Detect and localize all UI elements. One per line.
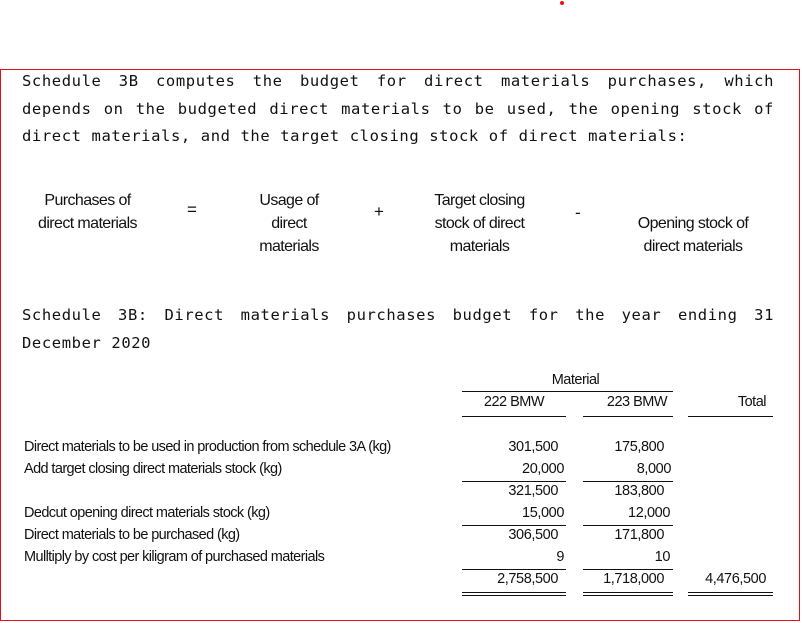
equation-equals: =: [187, 200, 197, 219]
cell-223-bmw: 10: [654, 549, 670, 565]
row-label: Dedcut opening direct materials stock (kg): [24, 505, 270, 521]
header-underline-3: [688, 416, 773, 417]
equation-usage: Usage of direct materials: [259, 192, 319, 255]
total-rule-1: [462, 569, 566, 570]
double-rule-top-3: [688, 592, 773, 593]
cell-222-bmw: 9: [556, 549, 564, 565]
cell-223-bmw: 171,800: [614, 527, 664, 543]
cell-223-bmw: 183,800: [614, 483, 664, 499]
column-header-222-bmw: 222 BMW: [483, 394, 545, 410]
header-underline-2: [583, 416, 673, 417]
equation-minus: -: [575, 203, 581, 222]
cell-222-bmw: 20,000: [522, 461, 564, 477]
cell-total: 4,476,500: [705, 571, 766, 587]
subtotal-rule-1: [462, 481, 566, 482]
column-header-223-bmw: 223 BMW: [606, 394, 668, 410]
equation-opening: Opening stock of direct materials: [637, 215, 749, 255]
equation-target: Target closing stock of direct materials: [434, 192, 525, 255]
cell-223-bmw: 1,718,000: [603, 571, 664, 587]
row-label: Direct materials to be purchased (kg): [24, 527, 240, 543]
row-label: Add target closing direct materials stock (kg): [24, 461, 282, 477]
net-rule-1: [462, 525, 566, 526]
header-underline-1: [462, 416, 566, 417]
cell-223-bmw: 8,000: [636, 461, 671, 477]
double-rule-top-1: [462, 592, 566, 593]
cell-222-bmw: 301,500: [508, 439, 558, 455]
schedule-title: Schedule 3B: Direct materials purchases budget for the year ending 31 December 2020: [22, 306, 774, 352]
double-rule-top-2: [583, 592, 673, 593]
intro-paragraph: Schedule 3B computes the budget for direct materials purchases, which depends on the budgeted direct materials to be used, the opening stock of direct materials, and the target closing stock of direct materials:: [22, 72, 774, 145]
double-rule-bottom-3: [688, 595, 773, 596]
cell-222-bmw: 2,758,500: [497, 571, 558, 587]
cell-222-bmw: 15,000: [522, 505, 564, 521]
net-rule-2: [583, 525, 673, 526]
material-header-rule: [462, 391, 673, 392]
equation-plus: +: [374, 202, 384, 221]
row-label: Mulltiply by cost per kiligram of purchased materials: [24, 549, 325, 565]
total-rule-2: [583, 569, 673, 570]
cell-223-bmw: 175,800: [614, 439, 664, 455]
double-rule-bottom-2: [583, 595, 673, 596]
cell-222-bmw: 321,500: [508, 483, 558, 499]
cell-223-bmw: 12,000: [628, 505, 670, 521]
equation-purchases: Purchases of direct materials: [38, 192, 137, 232]
material-group-header: Material: [551, 372, 600, 388]
double-rule-bottom-1: [462, 595, 566, 596]
row-label: Direct materials to be used in production from schedule 3A (kg): [24, 439, 391, 455]
red-marker-dot: [560, 1, 564, 5]
cell-222-bmw: 306,500: [508, 527, 558, 543]
column-header-total: Total: [737, 394, 766, 410]
subtotal-rule-2: [583, 481, 673, 482]
